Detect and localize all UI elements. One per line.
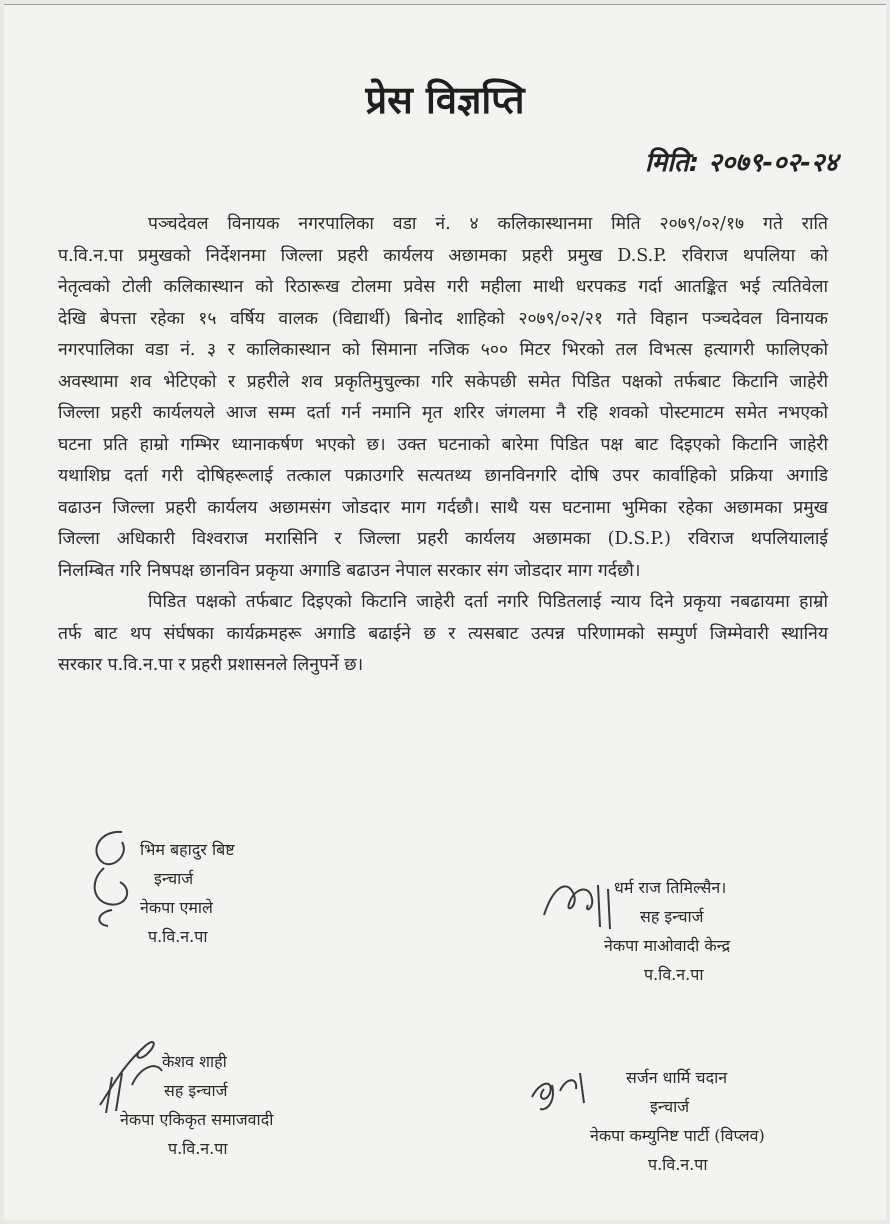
signatory-block-4: [590, 1063, 765, 1179]
signatory-party: नेकपा कम्युनिष्ट पार्टी (विप्लव): [590, 1126, 765, 1145]
signatory-name: भिम बहादुर बिष्ट: [140, 840, 235, 859]
body-line: देखि बेपत्ता रहेका १५ वर्षिय वालक (विद्यार्थी) बिनोद शाहिको २०७९/०२/२१ गते विहान पञ्चदेवल विनायक: [58, 308, 828, 329]
body-line: तर्फ बाट थप संर्घषका कार्यक्रमहरू अगाडि बढाईने छ र त्यसबाट उत्पन्न परिणामको सम्पुर्ण जिम्मेवारी स्थानिय: [58, 623, 828, 644]
signatory-area: प.वि.न.पा: [148, 927, 208, 946]
body-line: अवस्थामा शव भेटिएको र प्रहरीले शव प्रकृतिमुचुल्का गरि सकेपछी समेत पिडित पक्षको तर्फबाट किटानि जाहेरी: [58, 371, 828, 392]
signatory-area: प.वि.न.पा: [168, 1139, 228, 1158]
body-line: घटना प्रति हाम्रो गम्भिर ध्यानाकर्षण भएको छ। उक्त घटनाको बारेमा पिडित पक्ष बाट दिइएको किटानि जाहेरी: [58, 434, 828, 455]
signatory-block-2: [604, 873, 730, 989]
body-line: यथाशिघ्र दर्ता गरी दोषिहरूलाई तत्काल पक्राउगरि सत्यतथ्य छानविनगरि दोषि उपर कार्वाहिको प्रक्रिया अगाडि: [58, 466, 828, 486]
signature-scribble-4: [526, 1063, 596, 1113]
body-line: जिल्ला अधिकारी विश्वराज मरासिनि र जिल्ला प्रहरी कार्यलय अछामका (D.S.P.) रविराज थपलियालाई: [58, 529, 828, 549]
signatory-area: प.वि.न.पा: [644, 965, 704, 984]
body-line: पिडित पक्षको तर्फबाट दिइएको किटानि जाहेरी दर्ता नगरि पिडितलाई न्याय दिने प्रकृया नबढायमा हाम्रो: [148, 592, 828, 612]
document-body: [58, 209, 828, 682]
signatory-role: इन्चार्ज: [650, 1097, 690, 1116]
body-line: निलम्बित गरि निषपक्ष छानविन प्रकृया अगाडि बढाउन नेपाल सरकार संग जोडदार माग गर्दछौ।: [58, 560, 641, 581]
signatory-role: इन्चार्ज: [154, 869, 194, 888]
body-line: वढाउन जिल्ला प्रहरी कार्यलय अछामसंग जोडदार माग गर्दछौ। साथै यस घटनामा भुमिका रहेका अछामका प्रमुख: [58, 497, 828, 518]
signatory-name: केशव शाही: [162, 1052, 227, 1071]
body-line: नेतृत्वको टोली कलिकास्थान को रिठारूख टोलमा प्रवेस गरी महीला माथी धरपकड गर्दा आतङ्कित भई त्यतिवेला: [58, 277, 828, 297]
document-page: [4, 4, 886, 1220]
signatory-area: प.वि.न.पा: [648, 1155, 708, 1174]
signatory-name: सर्जन धार्मि चदान: [626, 1068, 728, 1087]
body-line: पञ्चदेवल विनायक नगरपालिका वडा नं. ४ कलिकास्थानमा मिति २०७९/०२/१७ गते राति: [148, 214, 828, 234]
body-line: नगरपालिका वडा नं. ३ र कालिकास्थान को सिमाना नजिक ५०० मिटर भिरको तल विभत्स हत्यागरी फालिएको: [58, 340, 828, 360]
body-line: सरकार प.वि.न.पा र प्रहरी प्रशासनले लिनुपर्ने छ।: [58, 655, 364, 675]
body-line: प.वि.न.पा प्रमुखको निर्देशनमा जिल्ला प्रहरी कार्यलय अछामका प्रहरी प्रमुख D.S.P. रविराज थपलिया को: [58, 245, 828, 266]
signatory-role: सह इन्चार्ज: [164, 1081, 228, 1100]
signatory-block-3: [120, 1047, 273, 1163]
signatory-name: धर्म राज तिमिल्सैन।: [614, 878, 727, 897]
signatory-role: सह इन्चार्ज: [640, 907, 704, 926]
document-date: मिति: २०७९-०२-२४: [644, 148, 838, 178]
document-title: प्रेस विज्ञप्ति: [365, 77, 525, 122]
signatory-party: नेकपा एकिकृत समाजवादी: [120, 1110, 274, 1129]
body-line: जिल्ला प्रहरी कार्यलयले आज सम्म दर्ता गर्न नमानि मृत शरिर जंगलमा नै रहि शवको पोस्टमाटम समेत नभएको: [58, 403, 828, 423]
signatory-party: नेकपा माओवादी केन्द्र: [604, 936, 731, 955]
signatory-block-1: [140, 835, 235, 951]
signatory-party: नेकपा एमाले: [140, 898, 213, 917]
